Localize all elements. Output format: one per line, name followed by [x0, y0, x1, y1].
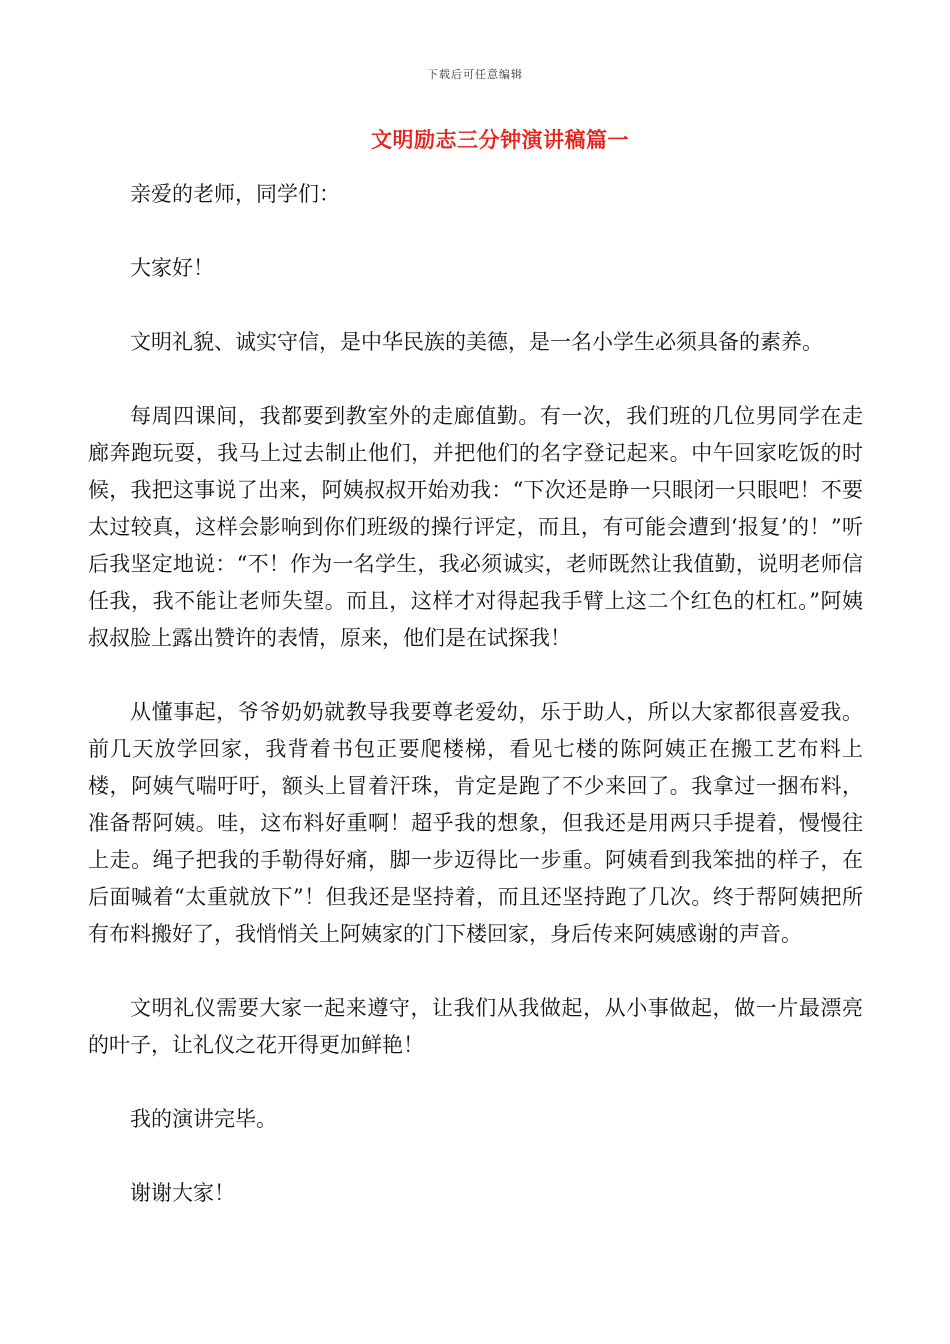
paragraph-thanks: 谢谢大家！ — [130, 1181, 235, 1205]
paragraph-hello: 大家好！ — [130, 256, 214, 280]
paragraph-closing: 我的演讲完毕。 — [130, 1107, 277, 1131]
paragraph-greeting: 亲爱的老师，同学们： — [130, 182, 340, 206]
header-note: 下载后可任意编辑 — [427, 68, 523, 81]
document-body — [88, 176, 863, 1249]
paragraph-intro: 文明礼貌、诚实守信，是中华民族的美德，是一名小学生必须具备的素养。 — [130, 330, 823, 354]
paragraph-call-to-action: 文明礼仪需要大家一起来遵守，让我们从我做起，从小事做起，做一片最漂亮的叶子，让礼仪之花开得更加鲜艳！ — [88, 996, 863, 1057]
document-title: 文明励志三分钟演讲稿篇一 — [371, 128, 629, 152]
paragraph-story-honesty: 每周四课间，我都要到教室外的走廊值勤。有一次，我们班的几位男同学在走廊奔跑玩耍，我马上过去制止他们，并把他们的名字登记起来。中午回家吃饭的时候，我把这事说了出来，阿姨叔叔开始劝我：“下次还是睁一只眼闭一只眼吧！不要太过较真，这样会影响到你们班级的操行评定，而且，有可能会遭到‘报复’的！”听后我坚定地说：“不！作为一名学生，我必须诚实，老师既然让我值勤，说明老师信任我，我不能让老师失望。而且，这样才对得起我手臂上这二个红色的杠杠。”阿姨叔叔脸上露出赞许的表情，原来，他们是在试探我！ — [88, 404, 863, 650]
paragraph-story-helping: 从懂事起，爷爷奶奶就教导我要尊老爱幼，乐于助人，所以大家都很喜爱我。前几天放学回家，我背着书包正要爬楼梯，看见七楼的陈阿姨正在搬工艺布料上楼，阿姨气喘吁吁，额头上冒着汗珠，肯定是跑了不少来回了。我拿过一捆布料，准备帮阿姨。哇，这布料好重啊！超乎我的想象，但我还是用两只手提着，慢慢往上走。绳子把我的手勒得好痛，脚一步迈得比一步重。阿姨看到我笨拙的样子，在后面喊着“太重就放下”！但我还是坚持着，而且还坚持跑了几次。终于帮阿姨把所有布料搬好了，我悄悄关上阿姨家的门下楼回家，身后传来阿姨感谢的声音。 — [88, 700, 863, 946]
